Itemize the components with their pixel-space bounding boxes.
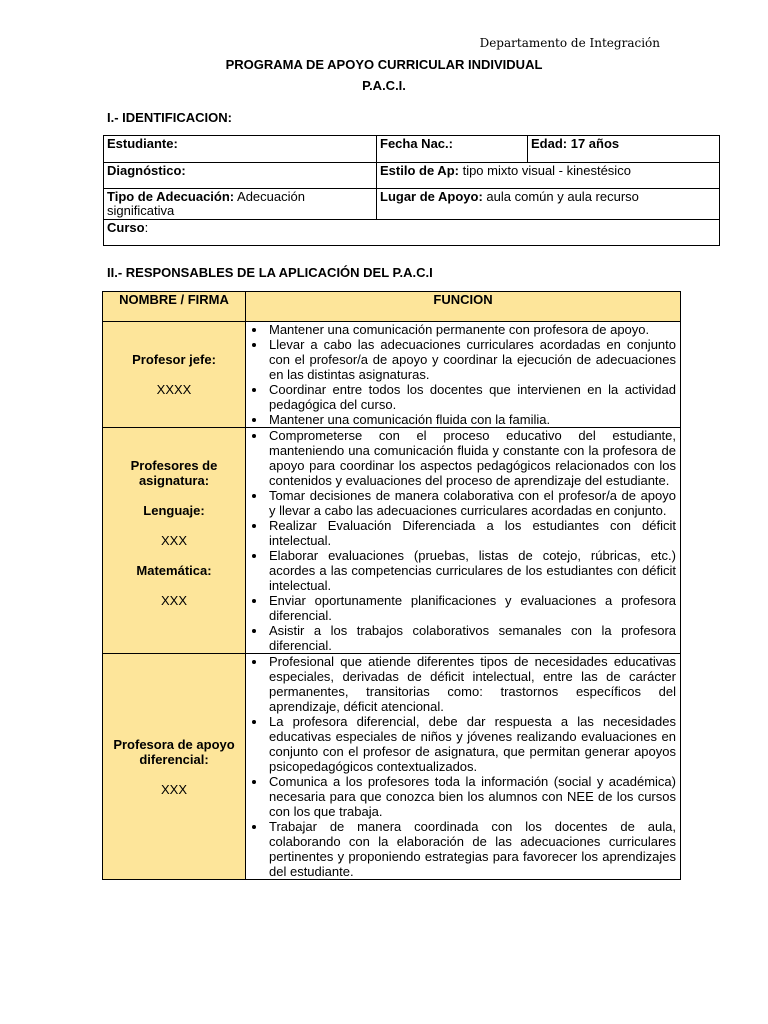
responsables-table xyxy=(102,291,681,880)
function-cell xyxy=(246,428,681,654)
section1-heading: I.- IDENTIFICACION: xyxy=(107,110,232,125)
role-label: Profesor jefe: xyxy=(132,352,216,367)
role-cell xyxy=(103,322,246,428)
list-item: • Realizar Evaluación Diferenciada a los estudiantes con déficit intelectual. xyxy=(267,518,676,548)
document-subtitle: P.A.C.I. xyxy=(362,78,406,93)
function-cell xyxy=(246,322,681,428)
list-item: • Trabajar de manera coordinada con los docentes de aula, colaborando con la elaboración de las adecuaciones curriculares pertinentes y proponiendo estrategias para favorecer los aprendizajes del estudiante. xyxy=(267,819,676,879)
table-row xyxy=(103,322,681,428)
person-name: XXX xyxy=(160,533,187,548)
role-cell xyxy=(103,654,246,880)
role-label: Profesores de asignatura: xyxy=(130,458,218,488)
list-item: • La profesora diferencial, debe dar respuesta a las necesidades educativas especiales de niños y jóvenes realizando evaluaciones en conjunto con el profesor de asignatura, que permitan generar apoyos psicopedagógicos contextualizados. xyxy=(267,714,676,774)
fecha-nac-cell: Fecha Nac.: xyxy=(377,136,528,163)
diagnostico-cell: Diagnóstico: xyxy=(104,163,377,189)
tipo-adecuacion-cell: Tipo de Adecuación: Adecuación significativa xyxy=(104,189,377,220)
list-item: • Enviar oportunamente planificaciones y evaluaciones a profesora diferencial. xyxy=(267,593,676,623)
department-label: Departamento de Integración xyxy=(479,36,660,50)
lugar-apoyo-cell: Lugar de Apoyo: aula común y aula recurso xyxy=(377,189,720,220)
estilo-cell: Estilo de Ap: tipo mixto visual - kinestésico xyxy=(377,163,720,189)
list-item: • Profesional que atiende diferentes tipos de necesidades educativas especiales, derivadas de déficit intelectual, entre las de carácter permanentes, transitorias como: trastornos específicos del aprendizaje, déficit atencional. xyxy=(267,654,676,714)
table-row xyxy=(103,428,681,654)
col-header-function: FUNCION xyxy=(246,292,681,322)
col-header-name: NOMBRE / FIRMA xyxy=(103,292,246,322)
role-label: Profesora de apoyo diferencial: xyxy=(113,736,235,767)
estudiante-cell: Estudiante: xyxy=(104,136,377,163)
function-cell xyxy=(246,654,681,880)
section2-heading: II.- RESPONSABLES DE LA APLICACIÓN DEL P.A.C.I xyxy=(107,265,433,280)
list-item: • Mantener una comunicación permanente con profesora de apoyo. xyxy=(267,322,676,337)
table-row xyxy=(103,654,681,880)
list-item: • Llevar a cabo las adecuaciones curriculares acordadas en conjunto con el profesor/a de apoyo y coordinar la ejecución de adecuaciones en las distintas asignaturas. xyxy=(267,337,676,382)
subject-label: Matemática: xyxy=(136,563,212,578)
document-title: PROGRAMA DE APOYO CURRICULAR INDIVIDUAL xyxy=(225,57,543,72)
list-item: • Tomar decisiones de manera colaborativa con el profesor/a de apoyo y llevar a cabo las adecuaciones curriculares acordadas en conjunto. xyxy=(267,488,676,518)
edad-cell: Edad: 17 años xyxy=(528,136,720,163)
list-item: • Asistir a los trabajos colaborativos semanales con la profesora diferencial. xyxy=(267,623,676,653)
person-name: XXX xyxy=(160,781,187,797)
curso-cell: Curso: xyxy=(104,220,720,246)
list-item: • Mantener una comunicación fluida con la familia. xyxy=(267,412,676,427)
list-item: • Comunica a los profesores toda la información (social y académica) necesaria para que conozca bien los alumnos con NEE de los cursos con los que trabaja. xyxy=(267,774,676,819)
identification-table xyxy=(103,135,720,246)
role-cell xyxy=(103,428,246,654)
list-item: • Comprometerse con el proceso educativo del estudiante, manteniendo una comunicación fluida y constante con la profesora de apoyo para coordinar los aspectos pedagógicos relacionados con los contenidos y evaluaciones del proceso de aprendizaje del estudiante. xyxy=(267,428,676,488)
person-name: XXXX xyxy=(156,382,192,397)
list-item: • Coordinar entre todos los docentes que intervienen en la actividad pedagógica del curso. xyxy=(267,382,676,412)
subject-label: Lenguaje: xyxy=(143,503,205,518)
person-name: XXX xyxy=(160,593,187,608)
list-item: • Elaborar evaluaciones (pruebas, listas de cotejo, rúbricas, etc.) acordes a las competencias curriculares de los estudiantes con déficit intelectual. xyxy=(267,548,676,593)
